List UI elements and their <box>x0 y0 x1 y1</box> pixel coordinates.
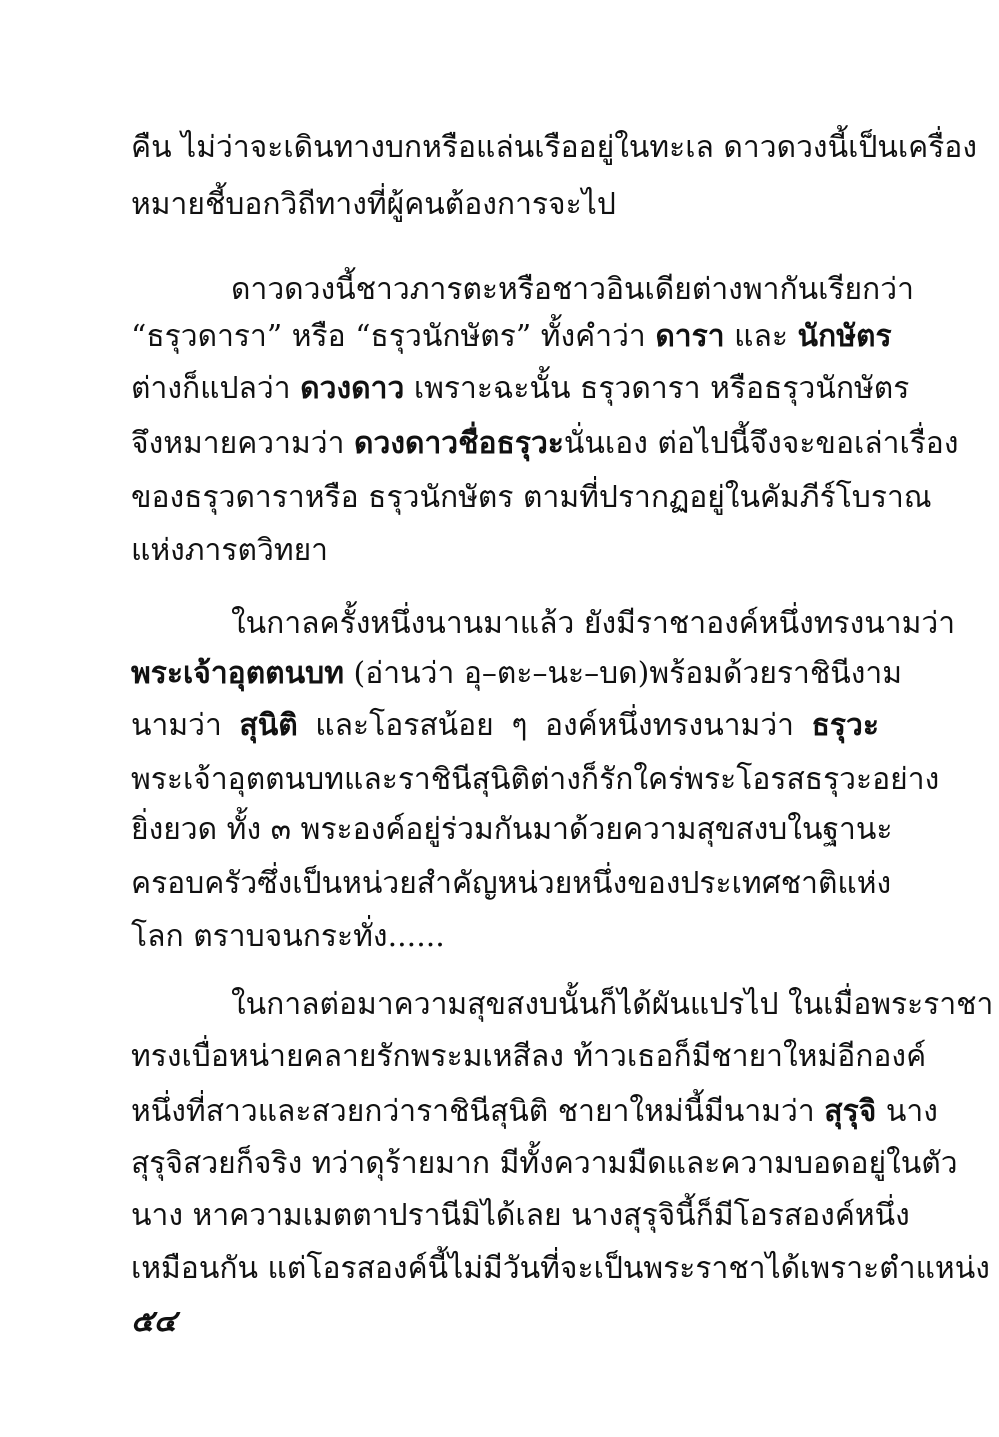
text-span: นั่นเอง ต่อไปนี้จึงจะขอเล่าเรื่อง <box>563 426 959 461</box>
text-line: พระเจ้าอุตตนบทและราชินีสุนิติต่างก็รักใคร่พระโอรสธรุวะอย่าง <box>131 762 940 797</box>
bold-term: พระเจ้าอุตตนบท <box>131 656 344 691</box>
page-number: ๕๔ <box>131 1304 177 1339</box>
text-line <box>131 309 892 365</box>
text-line: เหมือนกัน แต่โอรสองค์นี้ไม่มีวันที่จะเป็นพระราชาได้เพราะตำแหน่ง <box>131 1251 990 1286</box>
text-line: ของธรุวดาราหรือ ธรุวนักษัตร ตามที่ปรากฏอยู่ในคัมภีร์โบราณ <box>131 480 932 515</box>
text-line <box>131 646 902 702</box>
text-line: คืน ไม่ว่าจะเดินทางบกหรือแล่นเรืออยู่ในทะเล ดาวดวงนี้เป็นเครื่อง <box>131 130 977 165</box>
bold-term: สุรุจิ <box>824 1094 877 1129</box>
text-line: หมายชี้บอกวิถีทางที่ผู้คนต้องการจะไป <box>131 187 616 222</box>
text-span: และ <box>734 319 788 354</box>
text-span: หนึ่งที่สาวและสวยกว่าราชินีสุนิติ ชายาใหม่นี้มีนามว่า <box>131 1094 815 1129</box>
text-span: นามว่า <box>131 708 222 743</box>
text-span: ต่างก็แปลว่า <box>131 371 291 406</box>
text-span: จึงหมายความว่า <box>131 426 345 461</box>
text-line <box>131 361 910 417</box>
text-line: ในกาลครั้งหนึ่งนานมาแล้ว ยังมีราชาองค์หนึ่งทรงนามว่า <box>231 606 956 641</box>
text-span: และโอรสน้อย ๆ องค์หนึ่งทรงนามว่า <box>315 708 795 743</box>
text-line: นาง หาความเมตตาปรานีมิได้เลย นางสุรุจินี้ก็มีโอรสองค์หนึ่ง <box>131 1198 910 1233</box>
text-span: เพราะฉะนั้น ธรุวดารา หรือธรุวนักษัตร <box>413 371 910 406</box>
bold-term: ดวงดาว <box>300 371 405 406</box>
bold-term: ดารา <box>655 319 725 354</box>
text-line <box>131 1084 938 1140</box>
text-span: (อ่านว่า อุ–ตะ–นะ–บด)พร้อมด้วยราชินีงาม <box>353 656 902 691</box>
bold-term: นักษัตร <box>797 319 892 354</box>
bold-term: สุนิติ <box>239 708 298 743</box>
bold-term: ธรุวะ <box>811 708 879 743</box>
text-line <box>131 698 879 754</box>
bold-term: ดวงดาวชื่อธรุวะ <box>353 426 564 461</box>
text-line: ครอบครัวซึ่งเป็นหน่วยสำคัญหน่วยหนึ่งของประเทศชาติแห่ง <box>131 866 892 901</box>
text-line: ยิ่งยวด ทั้ง ๓ พระองค์อยู่ร่วมกันมาด้วยความสุขสงบในฐานะ <box>131 812 893 847</box>
text-line: โลก ตราบจนกระทั่ง...... <box>131 919 445 954</box>
text-span: “ธรุวดารา” หรือ “ธรุวนักษัตร” ทั้งคำว่า <box>131 319 646 354</box>
text-line: ทรงเบื่อหน่ายคลายรักพระมเหสีลง ท้าวเธอก็มีชายาใหม่อีกองค์ <box>131 1039 927 1074</box>
text-line: ดาวดวงนี้ชาวภารตะหรือชาวอินเดียต่างพากันเรียกว่า <box>231 272 914 307</box>
text-line <box>131 416 959 472</box>
text-line: แห่งภารตวิทยา <box>131 533 329 568</box>
text-line: ในกาลต่อมาความสุขสงบนั้นก็ได้ผันแปรไป ในเมื่อพระราชา <box>231 987 994 1022</box>
text-span: นาง <box>885 1094 938 1129</box>
text-line: สุรุจิสวยก็จริง ทว่าดุร้ายมาก มีทั้งความมืดและความบอดอยู่ในตัว <box>131 1146 958 1181</box>
